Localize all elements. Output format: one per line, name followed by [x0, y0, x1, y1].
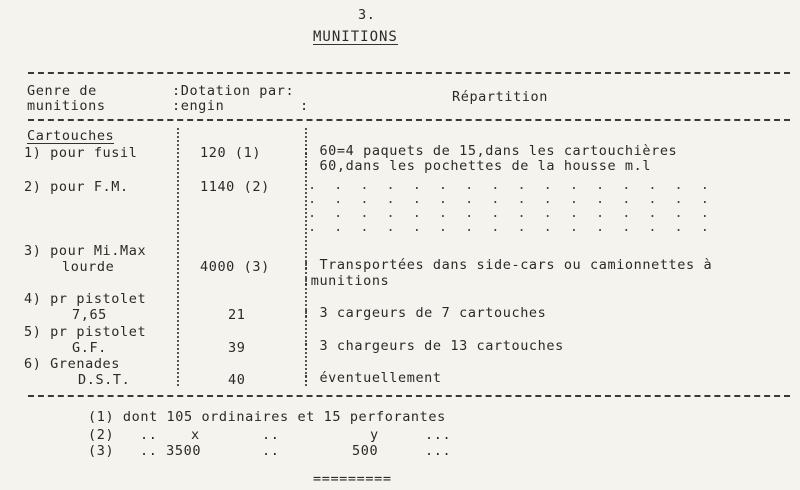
row3-label-line1: 3) pour Mi.Max — [24, 243, 147, 259]
header-dotation-line1: :Dotation par: — [172, 83, 295, 99]
footnote-3-marker: (3) — [88, 443, 115, 459]
page-number: 3. — [358, 7, 376, 23]
closing-rule: ========= — [313, 471, 392, 487]
row2-dotted-fill: . . . . . . . . . . . . . . . . . . . . . . . . . . . . . . . . . . . . . . . . . . . . . . . . . . . . . . . . . . . . . . . . — [308, 177, 710, 235]
row6-label-line1: 6) Grenades — [24, 356, 121, 372]
header-separator-colon: : — [300, 98, 309, 114]
row4-repartition: : 3 cargeurs de 7 cartouches — [302, 305, 547, 321]
row6-value: 40 — [228, 372, 246, 388]
row4-label-line1: 4) pr pistolet — [24, 291, 147, 307]
row1-repartition-line2: : 60,dans les pochettes de la housse m.l — [302, 158, 652, 174]
row5-repartition: : 3 chargeurs de 13 cartouches — [302, 338, 564, 354]
page-title: MUNITIONS — [313, 29, 398, 45]
row3-repartition-line1: : Transportées dans side-cars ou camionnettes à — [302, 257, 713, 273]
footnote-2-dots-1: .. — [140, 427, 158, 443]
footnote-2-dots-2: .. — [262, 427, 280, 443]
row3-value: 4000 (3) — [200, 259, 270, 275]
footnote-2-dots-3: ... — [425, 427, 452, 443]
row3-repartition-line2: :munitions — [302, 273, 390, 289]
section-cartouches: Cartouches — [27, 128, 115, 144]
header-genre-line1: Genre de — [27, 83, 97, 99]
row1-label: 1) pour fusil — [24, 145, 138, 161]
row5-value: 39 — [228, 340, 246, 356]
row6-repartition: : éventuellement — [302, 370, 442, 386]
footnote-3-dots-3: ... — [425, 443, 452, 459]
header-repartition: Répartition — [452, 89, 549, 105]
footnote-2-marker: (2) — [88, 427, 115, 443]
row2-label: 2) pour F.M. — [24, 179, 129, 195]
row4-value: 21 — [228, 307, 246, 323]
header-genre-line2: munitions — [27, 98, 106, 114]
header-rule — [28, 119, 790, 121]
header-dotation-line2: :engin — [172, 98, 225, 114]
footnote-2-x: x — [191, 427, 200, 443]
row5-label-line1: 5) pr pistolet — [24, 324, 147, 340]
row2-value: 1140 (2) — [200, 179, 270, 195]
column-separator-1 — [177, 128, 179, 386]
footnote-1: (1) dont 105 ordinaires et 15 perforantes — [88, 409, 446, 425]
row4-label-line2: 7,65 — [72, 307, 107, 323]
row1-repartition-line1: : 60=4 paquets de 15,dans les cartouchières — [302, 143, 678, 159]
footnote-3-dots-2: .. — [262, 443, 280, 459]
top-rule — [28, 72, 790, 74]
footnote-3-value-1: .. 3500 — [140, 443, 202, 459]
footnote-2-y: y — [370, 427, 379, 443]
row1-value: 120 (1) — [200, 145, 262, 161]
row5-label-line2: G.F. — [72, 340, 107, 356]
footnote-3-value-2: 500 — [352, 443, 379, 459]
row3-label-line2: lourde — [62, 259, 115, 275]
bottom-rule — [28, 395, 790, 397]
row6-label-line2: D.S.T. — [78, 372, 131, 388]
